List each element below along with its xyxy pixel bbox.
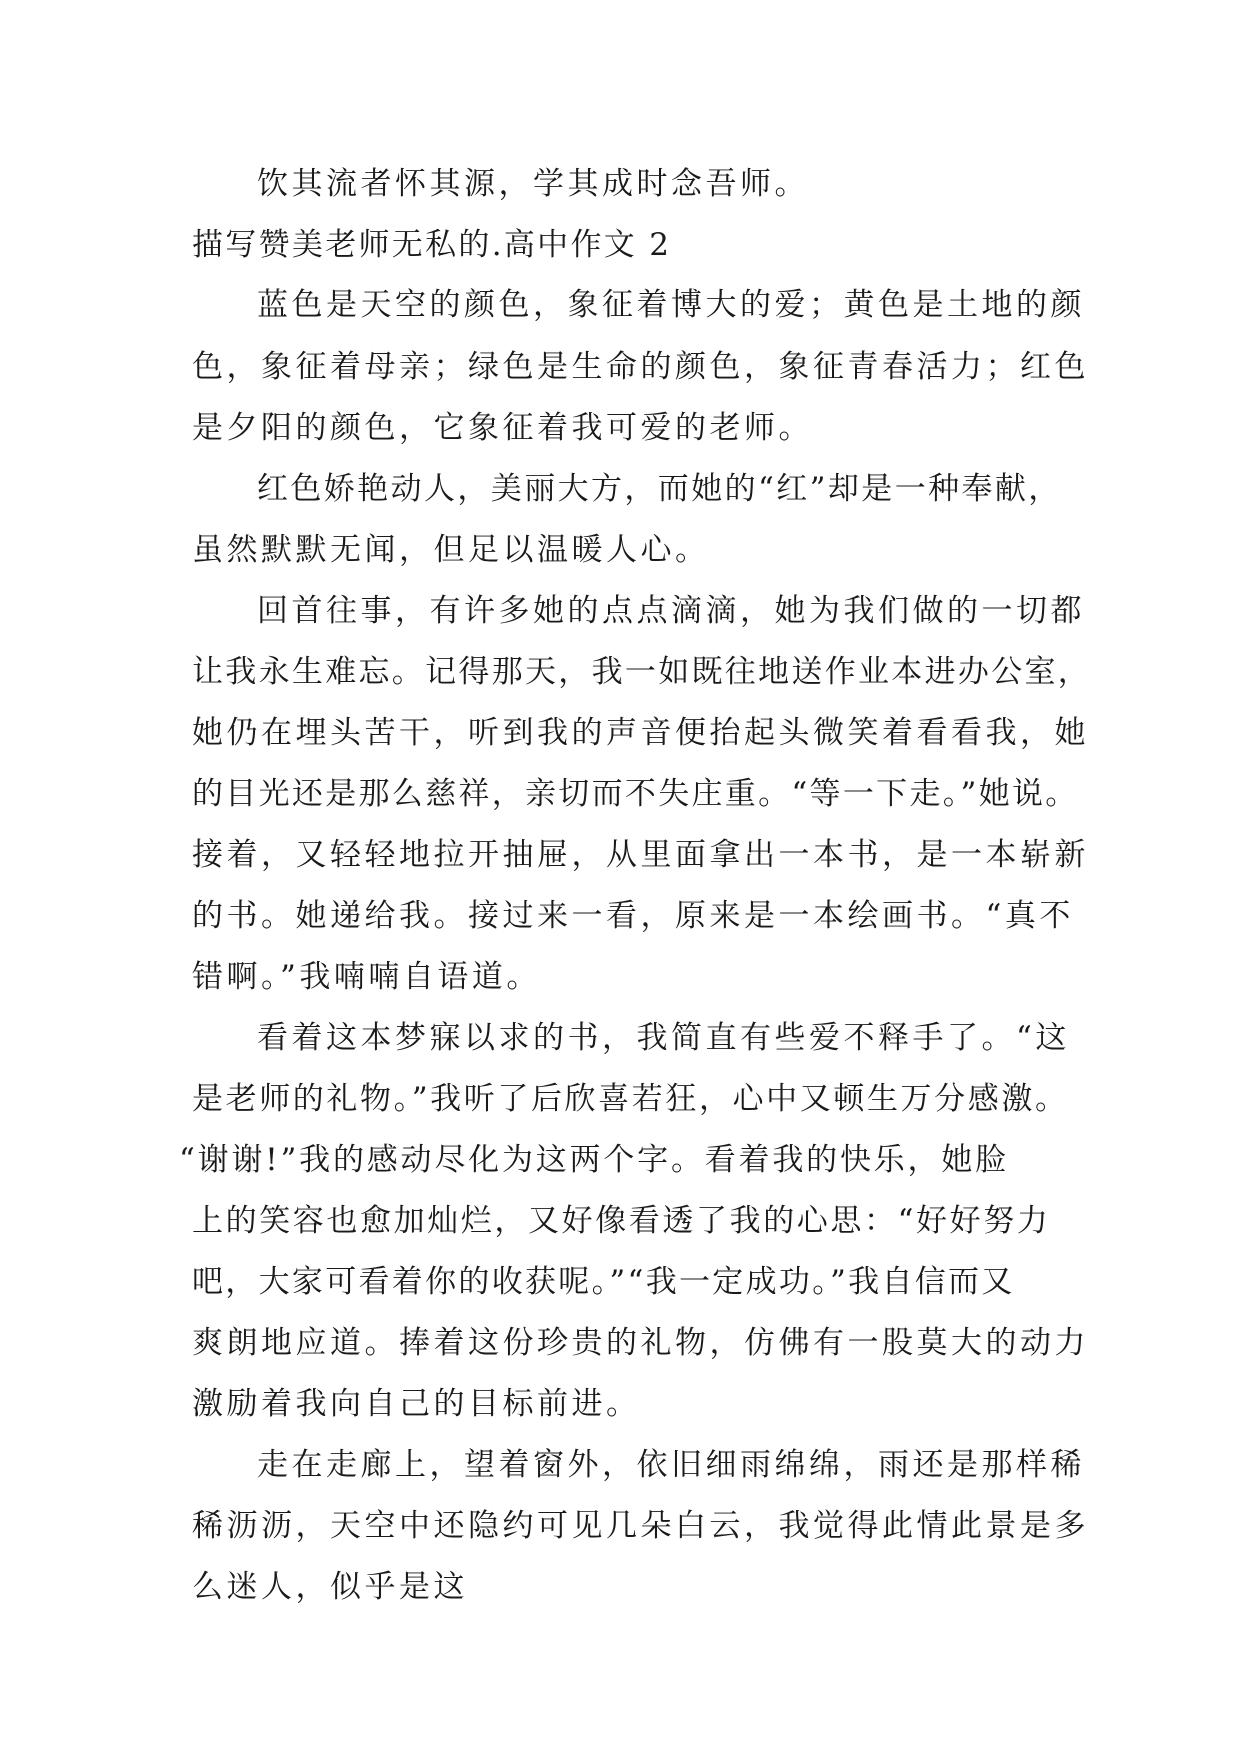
- text-line: 上的笑容也愈加灿烂，又好像看透了我的心思：“好好努力: [192, 1203, 1051, 1239]
- text-line: 爽朗地应道。捧着这份珍贵的礼物，仿佛有一股莫大的动力: [192, 1325, 1089, 1361]
- text-line: 的书。她递给我。接过来一看，原来是一本绘画书。“真不: [192, 898, 1074, 934]
- text-line: 的目光还是那么慈祥，亲切而不失庄重。“等一下走。”她说。: [192, 776, 1079, 812]
- text-line: 虽然默默无闻，但足以温暖人心。: [192, 532, 710, 568]
- paragraph-closing-line: 饮其流者怀其源，学其成时念吾师。: [257, 166, 809, 202]
- text-line: 走在走廊上，望着窗外，依旧细雨绵绵，雨还是那样稀: [257, 1447, 1085, 1483]
- text-line: 错啊。”我喃喃自语道。: [192, 959, 541, 995]
- text-line: 红色娇艳动人，美丽大方，而她的“红”却是一种奉献，: [257, 471, 1062, 507]
- text-line: 看着这本梦寐以求的书，我简直有些爱不释手了。“这: [257, 1020, 1070, 1056]
- text-line: 回首往事，有许多她的点点滴滴，她为我们做的一切都: [257, 593, 1085, 629]
- text-line: 吧，大家可看着你的收获呢。”“我一定成功。”我自信而又: [192, 1264, 1015, 1300]
- text-line: 激励着我向自己的目标前进。: [192, 1386, 641, 1422]
- text-line: 是夕阳的颜色，它象征着我可爱的老师。: [192, 410, 813, 446]
- text-line: “谢谢!”我的感动尽化为这两个字。看着我的快乐，她脸: [179, 1142, 1009, 1178]
- text-line: 是老师的礼物。”我听了后欣喜若狂，心中又顿生万分感激。: [192, 1081, 1069, 1117]
- text-line: 色，象征着母亲；绿色是生命的颜色，象征青春活力；红色: [192, 349, 1089, 385]
- text-line: 稀沥沥，天空中还隐约可见几朵白云，我觉得此情此景是多: [192, 1508, 1089, 1544]
- text-line: 让我永生难忘。记得那天，我一如既往地送作业本进办公室，: [192, 654, 1092, 690]
- text-line: 么迷人，似乎是这: [192, 1569, 468, 1605]
- text-line: 她仍在埋头苦干，听到我的声音便抬起头微笑着看看我，她: [192, 715, 1089, 751]
- text-line: 蓝色是天空的颜色，象征着博大的爱；黄色是土地的颜: [257, 287, 1085, 323]
- section-heading: 描写赞美老师无私的.高中作文 2: [192, 227, 672, 263]
- text-line: 接着，又轻轻地拉开抽屉，从里面拿出一本书，是一本崭新: [192, 837, 1089, 873]
